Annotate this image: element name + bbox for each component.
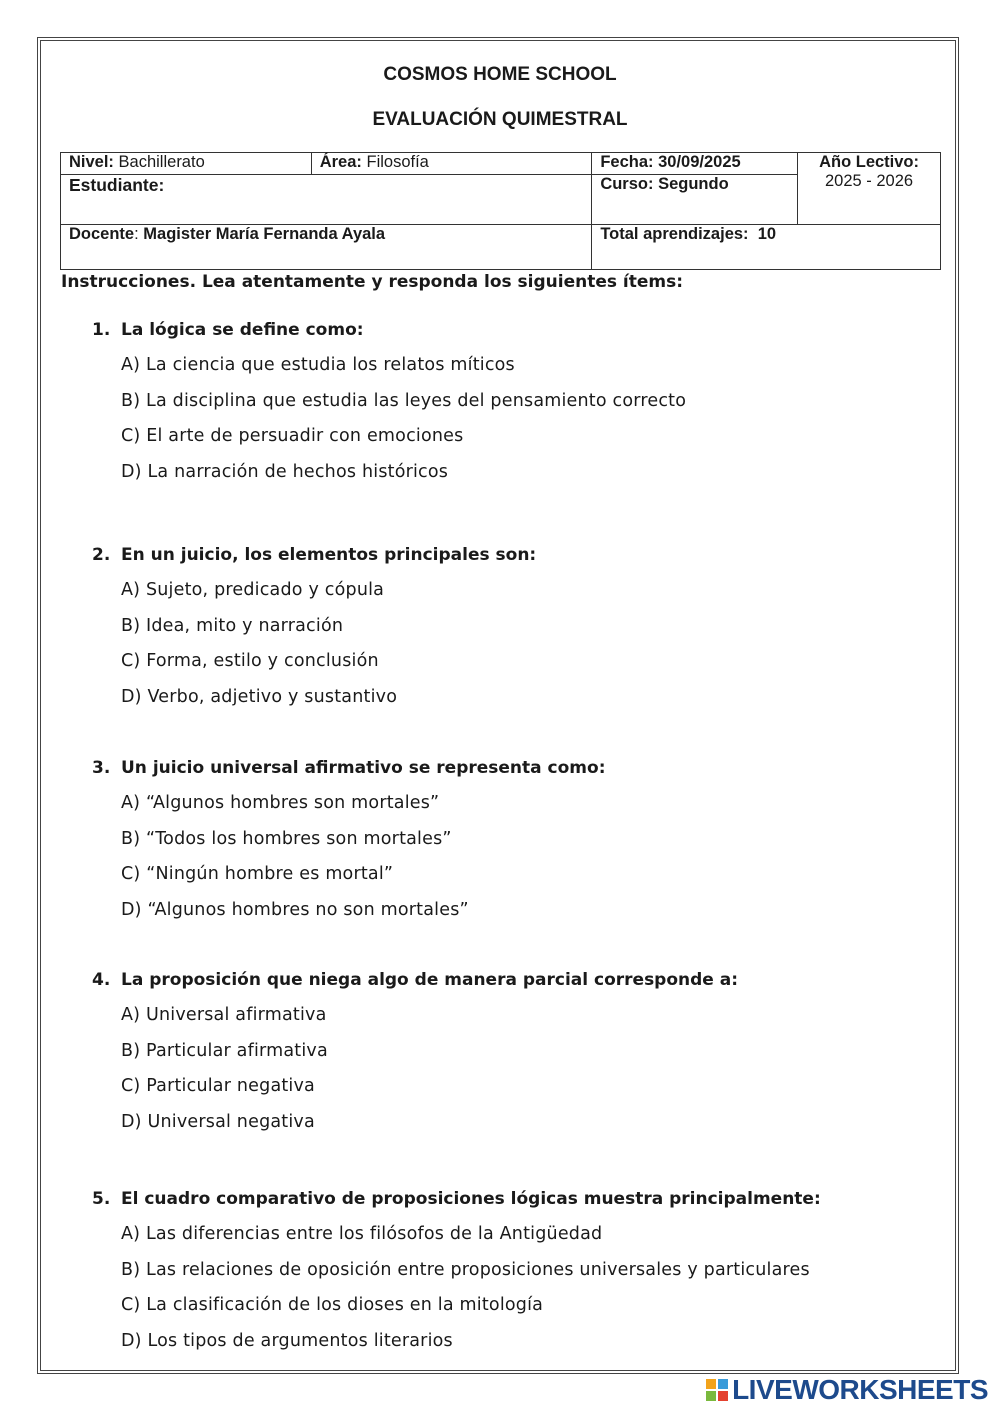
question-number: 1.	[92, 320, 111, 340]
option-a[interactable]: A) Universal afirmativa	[121, 1005, 327, 1025]
option-c[interactable]: C) El arte de persuadir con emociones	[121, 426, 464, 446]
option-d[interactable]: D) Verbo, adjetivo y sustantivo	[121, 686, 398, 707]
option-c[interactable]: C) La clasificación de los dioses en la mitología	[121, 1295, 544, 1315]
option-d[interactable]: D) Los tipos de argumentos literarios	[121, 1330, 453, 1351]
nivel-label: Nivel:	[69, 153, 114, 171]
nivel-value: Bachillerato	[118, 153, 205, 171]
option-a[interactable]: A) Las diferencias entre los filósofos de la Antigüedad	[121, 1224, 603, 1244]
school-name: COSMOS HOME SCHOOL	[383, 64, 617, 85]
option-b[interactable]: B) Particular afirmativa	[121, 1040, 328, 1061]
docente-cell: Docente: Magister María Fernanda Ayala	[61, 225, 592, 270]
question-number: 5.	[92, 1189, 111, 1209]
question-5	[92, 1187, 952, 1364]
question-1	[92, 318, 952, 495]
curso-value: Segundo	[658, 175, 729, 193]
area-cell	[311, 153, 592, 175]
info-table	[60, 152, 941, 270]
logo-square-2	[718, 1379, 728, 1389]
nivel-cell	[61, 153, 312, 175]
option-b[interactable]: B) La disciplina que estudia las leyes del pensamiento correcto	[121, 390, 687, 411]
option-b[interactable]: B) “Todos los hombres son mortales”	[121, 828, 452, 849]
question-text: El cuadro comparativo de proposiciones lógicas muestra principalmente:	[121, 1189, 821, 1209]
area-label: Área:	[319, 153, 362, 171]
fecha-cell	[592, 153, 798, 175]
instructions: Instrucciones. Lea atentamente y responda los siguientes ítems:	[61, 272, 684, 292]
logo-square-3	[706, 1391, 716, 1401]
question-2	[92, 543, 952, 720]
option-b[interactable]: B) Las relaciones de oposición entre proposiciones universales y particulares	[121, 1259, 810, 1280]
ano-lectivo-cell	[798, 153, 941, 225]
total-label: Total aprendizajes:	[600, 225, 749, 243]
liveworksheets-footer	[706, 1374, 988, 1406]
docente-label: Docente	[69, 225, 135, 243]
exam-title: EVALUACIÓN QUIMESTRAL	[372, 109, 628, 130]
total-value: 10	[757, 225, 777, 243]
curso-label: Curso:	[600, 175, 654, 193]
question-3	[92, 756, 952, 933]
ano-label: Año Lectivo:	[819, 153, 919, 171]
option-c[interactable]: C) Particular negativa	[121, 1076, 315, 1096]
option-a[interactable]: A) La ciencia que estudia los relatos míticos	[121, 355, 515, 375]
question-text: La lógica se define como:	[121, 320, 364, 340]
estudiante-label: Estudiante:	[69, 175, 165, 195]
fecha-value: 30/09/2025	[658, 153, 741, 171]
question-text: La proposición que niega algo de manera parcial corresponde a:	[121, 970, 739, 990]
option-d[interactable]: D) Universal negativa	[121, 1111, 315, 1132]
option-a[interactable]: A) Sujeto, predicado y cópula	[121, 580, 385, 600]
question-text: En un juicio, los elementos principales son:	[121, 545, 537, 565]
option-c[interactable]: C) “Ningún hombre es mortal”	[121, 864, 394, 884]
liveworksheets-logo-icon	[706, 1379, 728, 1401]
question-number: 2.	[92, 545, 111, 565]
question-text: Un juicio universal afirmativo se representa como:	[121, 758, 606, 778]
option-c[interactable]: C) Forma, estilo y conclusión	[121, 651, 379, 671]
fecha-label: Fecha:	[600, 153, 654, 171]
option-d[interactable]: D) La narración de hechos históricos	[121, 461, 449, 482]
docente-value: Magister María Fernanda Ayala	[143, 225, 386, 243]
logo-square-1	[706, 1379, 716, 1389]
curso-cell	[592, 175, 798, 225]
option-d[interactable]: D) “Algunos hombres no son mortales”	[121, 899, 469, 920]
option-b[interactable]: B) Idea, mito y narración	[121, 615, 344, 636]
question-4	[92, 968, 952, 1145]
total-cell	[592, 225, 941, 270]
area-value: Filosofía	[366, 153, 429, 171]
option-a[interactable]: A) “Algunos hombres son mortales”	[121, 793, 440, 813]
question-number: 3.	[92, 758, 111, 778]
estudiante-cell[interactable]	[61, 175, 592, 225]
brand-name: LIVEWORKSHEETS	[732, 1374, 988, 1405]
ano-value: 2025 - 2026	[825, 172, 914, 190]
logo-square-4	[718, 1391, 728, 1401]
question-number: 4.	[92, 970, 111, 990]
